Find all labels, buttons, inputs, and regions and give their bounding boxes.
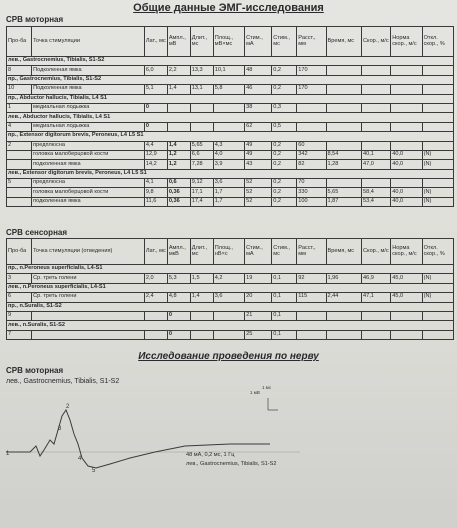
- column-header: Норма скор., м/с: [391, 27, 422, 57]
- table-cell: 0: [144, 103, 167, 112]
- table-cell: 170: [297, 85, 326, 94]
- table-cell: 5: [7, 179, 32, 188]
- table-cell: [326, 141, 362, 150]
- group-row: [7, 94, 454, 103]
- table-cell: [362, 66, 391, 75]
- column-header: Стим., мс: [272, 239, 297, 265]
- table-cell: [297, 330, 326, 339]
- table-row: [7, 330, 454, 339]
- table-cell: 0,2: [272, 197, 297, 206]
- marker-1: 1: [6, 451, 10, 457]
- table-cell: 1,2: [167, 160, 190, 169]
- table-cell: [422, 66, 453, 75]
- nerve-study-title: Исследование проведения по нерву: [138, 351, 319, 362]
- table-cell: Подколенная ямка: [32, 85, 145, 94]
- table-row: [7, 85, 454, 94]
- table-cell: 48: [245, 66, 272, 75]
- table-cell: 47,0: [362, 160, 391, 169]
- table-cell: 342: [297, 150, 326, 159]
- table-cell: 4,8: [167, 293, 190, 302]
- table-cell: 0,1: [272, 293, 297, 302]
- scale-label-v: 1 мВ: [250, 390, 260, 395]
- column-header: Про-ба: [7, 239, 32, 265]
- table-cell: 2,4: [144, 293, 167, 302]
- table-cell: медиальная лодыжка: [32, 122, 145, 131]
- motor-header-row: [7, 27, 454, 57]
- column-header: Ампл., мВ: [167, 27, 190, 57]
- table-cell: медиальная лодыжка: [32, 103, 145, 112]
- group-label: пр., Gastrocnemius, Tibialis, S1-S2: [7, 75, 454, 84]
- table-cell: 20: [245, 293, 272, 302]
- column-header: Время, мс: [326, 27, 362, 57]
- sensory-table: [6, 238, 454, 340]
- table-cell: 0,5: [272, 122, 297, 131]
- table-cell: [326, 122, 362, 131]
- table-cell: 45,0: [391, 274, 422, 283]
- table-cell: [190, 122, 213, 131]
- table-cell: 62: [245, 122, 272, 131]
- column-header: Время, мс: [326, 239, 362, 265]
- sensory-header-row: [7, 239, 454, 265]
- table-cell: 17,1: [190, 188, 213, 197]
- table-cell: [190, 311, 213, 320]
- table-cell: 0: [167, 330, 190, 339]
- table-cell: [422, 311, 453, 320]
- table-row: [7, 122, 454, 131]
- table-cell: 2: [7, 141, 32, 150]
- column-header: Про-ба: [7, 27, 32, 57]
- table-cell: 0,2: [272, 160, 297, 169]
- column-header: Стим., мс: [272, 27, 297, 57]
- table-cell: 40,0: [391, 197, 422, 206]
- table-cell: 49: [245, 150, 272, 159]
- table-row: [7, 188, 454, 197]
- group-row: [7, 132, 454, 141]
- table-cell: [362, 85, 391, 94]
- table-cell: 1,96: [326, 274, 362, 283]
- table-cell: 0,2: [272, 150, 297, 159]
- table-cell: 70: [297, 179, 326, 188]
- table-cell: [326, 103, 362, 112]
- table-cell: [422, 85, 453, 94]
- column-header: Стим., мА: [245, 27, 272, 57]
- table-cell: [422, 122, 453, 131]
- table-cell: [362, 141, 391, 150]
- table-cell: 40,1: [362, 150, 391, 159]
- table-cell: 9,12: [190, 179, 213, 188]
- table-cell: [362, 103, 391, 112]
- table-cell: 0,2: [272, 188, 297, 197]
- table-cell: 0,1: [272, 311, 297, 320]
- column-header: Площ., нВ×с: [213, 239, 244, 265]
- table-cell: Ср. треть голени: [32, 274, 145, 283]
- table-cell: 45,0: [391, 293, 422, 302]
- table-cell: 1,7: [213, 188, 244, 197]
- table-row: [7, 197, 454, 206]
- column-header: Стим., мА: [245, 239, 272, 265]
- table-cell: головка малоберцовой кости: [32, 188, 145, 197]
- table-cell: 1,4: [167, 141, 190, 150]
- group-row: [7, 57, 454, 66]
- table-cell: 19: [245, 274, 272, 283]
- table-row: [7, 141, 454, 150]
- table-cell: предплюсна: [32, 141, 145, 150]
- column-header: Ампл., мкВ: [167, 239, 190, 265]
- table-cell: [391, 122, 422, 131]
- table-cell: 12,9: [144, 150, 167, 159]
- group-label: лев., Gastrocnemius, Tibialis, S1-S2: [7, 57, 454, 66]
- table-cell: [190, 330, 213, 339]
- table-cell: [297, 103, 326, 112]
- table-cell: 40,0: [391, 150, 422, 159]
- table-cell: 0: [167, 311, 190, 320]
- table-cell: (N): [422, 150, 453, 159]
- table-cell: [32, 330, 145, 339]
- table-cell: [326, 66, 362, 75]
- table-cell: [326, 179, 362, 188]
- table-cell: 53,4: [362, 197, 391, 206]
- table-cell: [326, 85, 362, 94]
- table-cell: 0,1: [272, 330, 297, 339]
- table-cell: 4,2: [213, 274, 244, 283]
- group-row: [7, 113, 454, 122]
- table-cell: 17,4: [190, 197, 213, 206]
- table-cell: 0,6: [167, 179, 190, 188]
- table-cell: 0,36: [167, 197, 190, 206]
- group-label: пр., Extensor digitorum brevis, Peroneus, L4 L5 S1: [7, 132, 454, 141]
- table-cell: [213, 311, 244, 320]
- table-cell: 0,2: [272, 66, 297, 75]
- table-cell: [167, 122, 190, 131]
- table-cell: [213, 330, 244, 339]
- table-cell: 92: [297, 274, 326, 283]
- table-cell: 3,6: [213, 179, 244, 188]
- table-cell: 60: [297, 141, 326, 150]
- table-cell: 170: [297, 66, 326, 75]
- table-cell: 14,2: [144, 160, 167, 169]
- table-cell: 8: [7, 66, 32, 75]
- table-cell: 5,65: [190, 141, 213, 150]
- column-header: Норма скор., м/с: [391, 239, 422, 265]
- table-cell: 47,1: [362, 293, 391, 302]
- table-cell: [391, 85, 422, 94]
- table-cell: 0,2: [272, 179, 297, 188]
- table-cell: Ср. треть голени: [32, 293, 145, 302]
- table-cell: 6: [7, 293, 32, 302]
- table-cell: 6,6: [190, 150, 213, 159]
- table-cell: 115: [297, 293, 326, 302]
- table-cell: 1,4: [190, 293, 213, 302]
- column-header: Точка стимуляции: [32, 27, 145, 57]
- table-row: [7, 103, 454, 112]
- table-cell: [7, 197, 32, 206]
- table-cell: [391, 103, 422, 112]
- table-cell: 7,28: [190, 160, 213, 169]
- waveform-line: [6, 410, 270, 468]
- table-cell: [326, 311, 362, 320]
- table-cell: подколенная ямка: [32, 160, 145, 169]
- table-cell: 5,3: [167, 274, 190, 283]
- table-cell: 4,3: [213, 141, 244, 150]
- group-row: [7, 169, 454, 178]
- column-header: Скор., м/с: [362, 27, 391, 57]
- trace-section-heading: СРВ моторная: [6, 366, 64, 375]
- trace-caption: лев., Gastrocnemius, Tibialis, S1-S2: [6, 378, 120, 385]
- table-cell: [7, 160, 32, 169]
- table-cell: 0,2: [272, 141, 297, 150]
- table-cell: (N): [422, 197, 453, 206]
- table-cell: [326, 330, 362, 339]
- marker-4: 4: [78, 456, 82, 462]
- table-cell: 3: [7, 274, 32, 283]
- marker-2: 2: [66, 404, 70, 410]
- table-cell: 13,3: [190, 66, 213, 75]
- motor-table: [6, 26, 454, 207]
- table-cell: 52: [245, 179, 272, 188]
- table-cell: [391, 330, 422, 339]
- table-cell: [362, 122, 391, 131]
- group-row: [7, 321, 454, 330]
- table-cell: (N): [422, 188, 453, 197]
- table-cell: 9,8: [144, 188, 167, 197]
- table-cell: [422, 103, 453, 112]
- stim-params: 48 мА, 0,2 мс, 1 Гц: [186, 452, 235, 458]
- column-header: Откл. скор., %: [422, 239, 453, 265]
- table-cell: 5,8: [213, 85, 244, 94]
- motor-section-heading: СРВ моторная: [6, 15, 64, 24]
- group-row: [7, 265, 454, 274]
- group-label: пр., Abductor hallucis, Tibialis, L4 S1: [7, 94, 454, 103]
- table-cell: 58,4: [362, 188, 391, 197]
- group-row: [7, 302, 454, 311]
- table-cell: 8,54: [326, 150, 362, 159]
- table-cell: 82: [297, 160, 326, 169]
- table-cell: [167, 103, 190, 112]
- table-row: [7, 150, 454, 159]
- table-cell: [422, 179, 453, 188]
- table-cell: 38: [245, 103, 272, 112]
- table-cell: 49: [245, 141, 272, 150]
- column-header: Точка стимуляции (отведения): [32, 239, 145, 265]
- table-cell: 100: [297, 197, 326, 206]
- table-cell: [362, 311, 391, 320]
- table-cell: 5,65: [326, 188, 362, 197]
- table-cell: [362, 179, 391, 188]
- table-cell: 0,2: [272, 85, 297, 94]
- table-cell: 1,2: [167, 150, 190, 159]
- table-cell: предплюсна: [32, 179, 145, 188]
- table-cell: [190, 103, 213, 112]
- table-cell: 52: [245, 188, 272, 197]
- table-cell: 4,0: [213, 150, 244, 159]
- table-cell: 46: [245, 85, 272, 94]
- column-header: Скор., м/с: [362, 239, 391, 265]
- table-cell: 1,7: [213, 197, 244, 206]
- group-label: лев., n.Peroneus superficialis, L4-S1: [7, 283, 454, 292]
- table-cell: 1,87: [326, 197, 362, 206]
- table-cell: [32, 311, 145, 320]
- table-cell: 1,5: [190, 274, 213, 283]
- table-cell: 1,4: [167, 85, 190, 94]
- group-label: лев., Extensor digitorum brevis, Peroneus, L4 L5 S1: [7, 169, 454, 178]
- table-cell: [391, 141, 422, 150]
- table-row: [7, 311, 454, 320]
- column-header: Откл. скор., %: [422, 27, 453, 57]
- table-row: [7, 160, 454, 169]
- table-cell: 9: [7, 311, 32, 320]
- group-label: пр., n.Peroneus superficialis, L4-S1: [7, 265, 454, 274]
- column-header: Длит., мс: [190, 27, 213, 57]
- sensory-section-heading: СРВ сенсорная: [6, 228, 68, 237]
- table-cell: Подколенная ямка: [32, 66, 145, 75]
- table-cell: 43: [245, 160, 272, 169]
- table-cell: [213, 103, 244, 112]
- table-cell: 2,44: [326, 293, 362, 302]
- table-cell: 5,1: [144, 85, 167, 94]
- table-cell: 46,9: [362, 274, 391, 283]
- table-cell: 4: [7, 122, 32, 131]
- table-cell: 21: [245, 311, 272, 320]
- table-cell: (N): [422, 160, 453, 169]
- column-header: Лат., мс: [144, 27, 167, 57]
- table-cell: 40,0: [391, 160, 422, 169]
- table-cell: [7, 150, 32, 159]
- column-header: Лат., мс: [144, 239, 167, 265]
- table-cell: 40,0: [391, 188, 422, 197]
- scale-label-t: 1 мс: [262, 385, 272, 390]
- table-cell: [213, 122, 244, 131]
- table-cell: [391, 66, 422, 75]
- table-cell: 330: [297, 188, 326, 197]
- table-cell: 0,3: [272, 103, 297, 112]
- table-cell: (N): [422, 274, 453, 283]
- group-row: [7, 75, 454, 84]
- table-cell: головка малоберцовой кости: [32, 150, 145, 159]
- table-cell: [7, 188, 32, 197]
- table-cell: [391, 179, 422, 188]
- table-cell: 0: [144, 122, 167, 131]
- group-label: лев., Abductor hallucis, Tibialis, L4 S1: [7, 113, 454, 122]
- column-header: Расст., мм: [297, 239, 326, 265]
- table-cell: 11,6: [144, 197, 167, 206]
- table-cell: 4,4: [144, 141, 167, 150]
- table-cell: подколенная ямка: [32, 197, 145, 206]
- table-cell: 1: [7, 103, 32, 112]
- table-row: [7, 179, 454, 188]
- group-label: лев., n.Suralis, S1-S2: [7, 321, 454, 330]
- column-header: Длит., мс: [190, 239, 213, 265]
- table-row: [7, 66, 454, 75]
- table-cell: [362, 330, 391, 339]
- marker-5: 5: [92, 468, 96, 474]
- trace-muscle-label: лев., Gastrocnemius, Tibialis, S1-S2: [186, 461, 277, 467]
- table-cell: 52: [245, 197, 272, 206]
- table-cell: [422, 141, 453, 150]
- table-cell: [297, 311, 326, 320]
- table-cell: 3,6: [213, 293, 244, 302]
- table-cell: 7: [7, 330, 32, 339]
- table-cell: 10: [7, 85, 32, 94]
- column-header: Площ., мВ×мс: [213, 27, 244, 57]
- table-cell: 0,1: [272, 274, 297, 283]
- table-cell: 1,28: [326, 160, 362, 169]
- table-cell: [391, 311, 422, 320]
- table-cell: 10,1: [213, 66, 244, 75]
- table-cell: [144, 311, 167, 320]
- table-cell: 13,1: [190, 85, 213, 94]
- table-row: [7, 293, 454, 302]
- column-header: Расст., мм: [297, 27, 326, 57]
- group-label: пр., n.Suralis, S1-S2: [7, 302, 454, 311]
- table-row: [7, 274, 454, 283]
- table-cell: 25: [245, 330, 272, 339]
- table-cell: 3,9: [213, 160, 244, 169]
- table-cell: [144, 330, 167, 339]
- group-row: [7, 283, 454, 292]
- table-cell: 0,36: [167, 188, 190, 197]
- table-cell: 4,1: [144, 179, 167, 188]
- table-cell: 2,2: [167, 66, 190, 75]
- table-cell: 2,0: [144, 274, 167, 283]
- table-cell: [422, 330, 453, 339]
- document-title: Общие данные ЭМГ-исследования: [133, 2, 324, 14]
- table-cell: 6,0: [144, 66, 167, 75]
- table-cell: (N): [422, 293, 453, 302]
- table-cell: [297, 122, 326, 131]
- marker-3: 3: [58, 426, 62, 432]
